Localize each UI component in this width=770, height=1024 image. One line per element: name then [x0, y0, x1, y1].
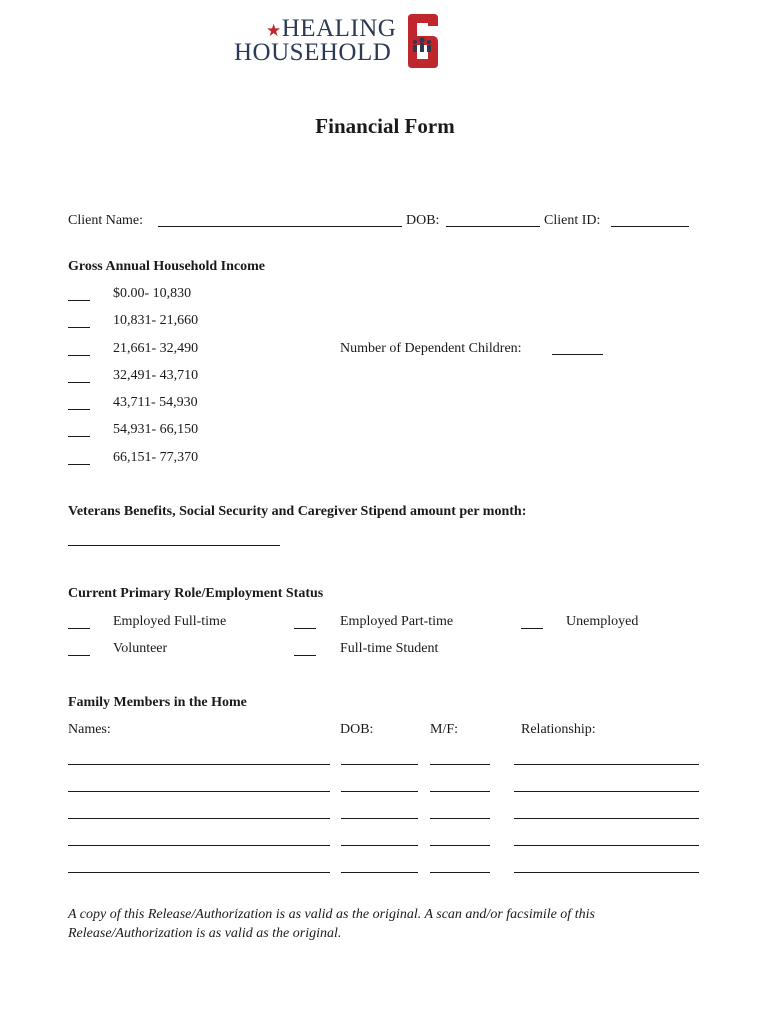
footer-note: [68, 905, 708, 943]
family-relationship-field[interactable]: [514, 764, 699, 765]
income-check-blank[interactable]: [68, 343, 90, 356]
income-range-label: 21,661- 32,490: [113, 341, 199, 356]
income-check-blank[interactable]: [68, 288, 90, 301]
income-check-blank[interactable]: [68, 397, 90, 410]
income-range-label: 66,151- 77,370: [113, 450, 199, 465]
family-col-relationship: Relationship:: [521, 722, 596, 737]
employment-check-blank[interactable]: [294, 616, 316, 629]
family-dob-field[interactable]: [341, 872, 418, 873]
employment-option-label: Full-time Student: [340, 641, 439, 656]
income-check-blank[interactable]: [68, 370, 90, 383]
benefits-heading: Veterans Benefits, Social Security and Caregiver Stipend amount per month:: [68, 504, 527, 519]
logo-line-2: HOUSEHOLD: [234, 39, 392, 66]
family-name-field[interactable]: [68, 845, 330, 846]
logo-line-1-text: HEALING: [281, 15, 397, 42]
family-dob-field[interactable]: [341, 764, 418, 765]
family-dob-field[interactable]: [341, 791, 418, 792]
footer-note-line-2: Release/Authorization is as valid as the original.: [68, 926, 342, 941]
family-relationship-field[interactable]: [514, 818, 699, 819]
client-name-field[interactable]: [158, 226, 402, 227]
family-dob-field[interactable]: [341, 845, 418, 846]
employment-check-blank[interactable]: [294, 643, 316, 656]
page-title: Financial Form: [315, 114, 455, 138]
employment-check-blank[interactable]: [521, 616, 543, 629]
family-col-names: Names:: [68, 722, 111, 737]
employment-option-label: Unemployed: [566, 614, 639, 629]
client-dob-field[interactable]: [446, 226, 540, 227]
benefits-amount-field[interactable]: [68, 545, 280, 546]
income-range-label: 10,831- 21,660: [113, 313, 199, 328]
income-check-blank[interactable]: [68, 424, 90, 437]
family-name-field[interactable]: [68, 791, 330, 792]
family-mf-field[interactable]: [430, 764, 490, 765]
six-badge-icon: [402, 12, 442, 70]
client-id-field[interactable]: [611, 226, 689, 227]
income-check-blank[interactable]: [68, 452, 90, 465]
healing-household-logo: [232, 12, 444, 72]
family-relationship-field[interactable]: [514, 872, 699, 873]
income-range-label: $0.00- 10,830: [113, 286, 192, 301]
star-icon: ★: [266, 21, 282, 40]
family-mf-field[interactable]: [430, 872, 490, 873]
employment-heading: Current Primary Role/Employment Status: [68, 586, 324, 601]
family-name-field[interactable]: [68, 818, 330, 819]
family-name-field[interactable]: [68, 764, 330, 765]
family-mf-field[interactable]: [430, 818, 490, 819]
employment-option-label: Volunteer: [113, 641, 168, 656]
dependents-field[interactable]: [552, 354, 603, 355]
family-relationship-field[interactable]: [514, 791, 699, 792]
income-check-blank[interactable]: [68, 315, 90, 328]
family-name-field[interactable]: [68, 872, 330, 873]
client-id-label: Client ID:: [544, 213, 601, 228]
income-heading: Gross Annual Household Income: [68, 259, 265, 274]
family-mf-field[interactable]: [430, 845, 490, 846]
income-range-label: 32,491- 43,710: [113, 368, 199, 383]
family-dob-field[interactable]: [341, 818, 418, 819]
footer-note-line-1: A copy of this Release/Authorization is as valid as the original. A scan and/or facsimile of this: [68, 907, 595, 922]
family-heading: Family Members in the Home: [68, 695, 247, 710]
employment-check-blank[interactable]: [68, 616, 90, 629]
employment-option-label: Employed Part-time: [340, 614, 454, 629]
client-name-label: Client Name:: [68, 213, 144, 228]
family-col-dob: DOB:: [340, 722, 374, 737]
income-range-label: 43,711- 54,930: [113, 395, 198, 410]
employment-option-label: Employed Full-time: [113, 614, 227, 629]
family-col-mf: M/F:: [430, 722, 459, 737]
employment-check-blank[interactable]: [68, 643, 90, 656]
income-range-label: 54,931- 66,150: [113, 422, 199, 437]
family-mf-field[interactable]: [430, 791, 490, 792]
client-dob-label: DOB:: [406, 213, 440, 228]
family-relationship-field[interactable]: [514, 845, 699, 846]
dependents-label: Number of Dependent Children:: [340, 341, 522, 356]
